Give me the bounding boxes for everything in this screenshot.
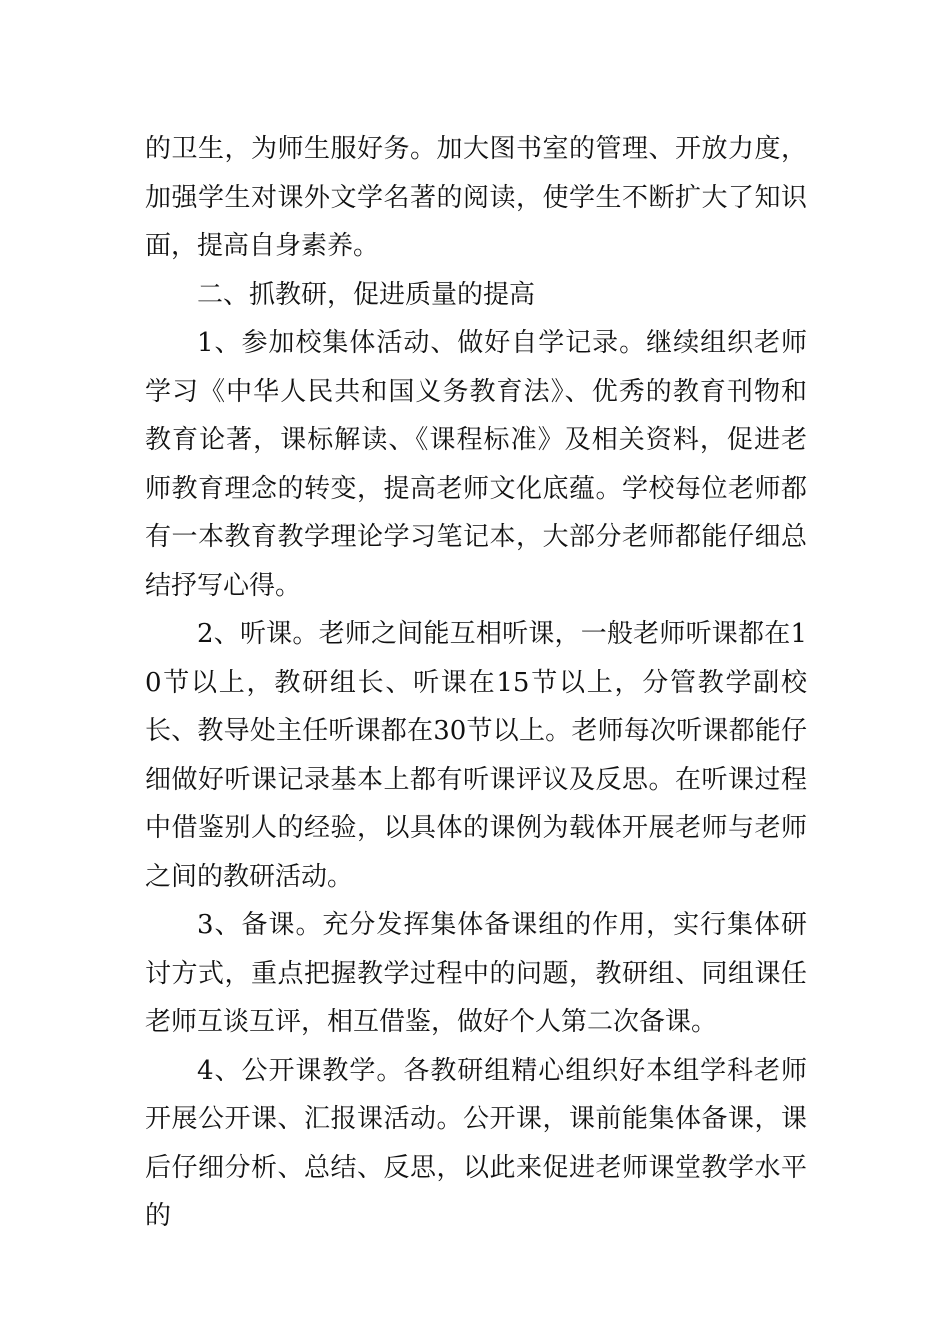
- paragraph-library-continuation: 的卫生，为师生服好务。加大图书室的管理、开放力度，加强学生对课外文学名著的阅读，使学生不断扩大了知识面，提高自身素养。: [145, 134, 807, 261]
- paragraph-item-4-open-class: 4、公开课教学。各教研组精心组织好本组学科老师开展公开课、汇报课活动。公开课，课前能集体备课，课后仔细分析、总结、反思，以此来促进老师课堂教学水平的: [145, 1055, 807, 1231]
- document-body: [145, 125, 807, 1241]
- section-heading-teaching-research: 二、抓教研，促进质量的提高: [197, 279, 536, 310]
- paragraph-item-2-lesson-observation: 2、听课。老师之间能互相听课，一般老师听课都在10节以上，教研组长、听课在15节以上，分管教学副校长、教导处主任听课都在30节以上。老师每次听课都能仔细做好听课记录基本上都有听课评议及反思。在听课过程中借鉴别人的经验，以具体的课例为载体开展老师与老师之间的教研活动。: [145, 619, 807, 892]
- paragraph-item-3-lesson-preparation: 3、备课。充分发挥集体备课组的作用，实行集体研讨方式，重点把握教学过程中的问题，教研组、同组课任老师互谈互评，相互借鉴，做好个人第二次备课。: [145, 910, 807, 1037]
- paragraph-item-1-self-study: 1、参加校集体活动、做好自学记录。继续组织老师学习《中华人民共和国义务教育法》、优秀的教育刊物和教育论著，课标解读、《课程标准》及相关资料，促进老师教育理念的转变，提高老师文化底蕴。学校每位老师都有一本教育教学理论学习笔记本，大部分老师都能仔细总结抒写心得。: [145, 328, 807, 601]
